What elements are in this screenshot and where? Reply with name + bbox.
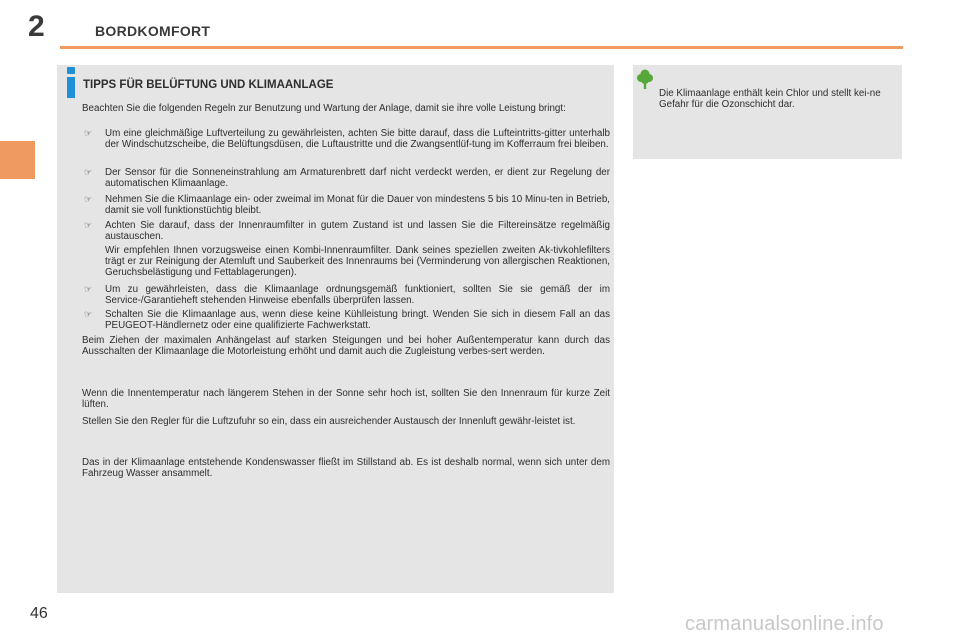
- filter-recommendation: Wir empfehlen Ihnen vorzugsweise einen Kombi-Innenraumfilter. Dank seines speziellen zweiten Ak-tivkohlefilters trägt er zur Reinigung der Atemluft und Sauberkeit des Innenraums bei (Verminderung von allergischen Reaktionen, Geruchsbelästigung und Fettablagerungen).: [105, 245, 610, 278]
- info-icon: [66, 67, 76, 98]
- eco-panel: [633, 65, 902, 159]
- bullet-item: Der Sensor für die Sonneneinstrahlung am Armaturenbrett darf nicht verdeckt werden, er dient zur Regelung der automatischen Klimaanlage.: [105, 167, 610, 189]
- regler-paragraph: Stellen Sie den Regler für die Luftzufuhr so ein, dass ein ausreichender Austausch der Innenluft gewähr-leistet ist.: [82, 416, 576, 427]
- tree-icon: [637, 69, 653, 89]
- intro-paragraph: Beachten Sie die folgenden Regeln zur Benutzung und Wartung der Anlage, damit sie ihre volle Leistung bringt:: [82, 103, 566, 114]
- page-number: 46: [30, 605, 48, 622]
- condensate-paragraph: Das in der Klimaanlage entstehende Kondenswasser fließt im Stillstand ab. Es ist deshalb normal, wenn sich unter dem Fahrzeug Wasser ansammelt.: [82, 457, 610, 479]
- chapter-side-tab: [0, 141, 35, 179]
- hand-pointer-icon: ☞: [84, 309, 93, 319]
- hand-pointer-icon: ☞: [84, 128, 93, 138]
- sun-paragraph: Wenn die Innentemperatur nach längerem Stehen in der Sonne sehr hoch ist, sollten Sie den Innenraum für kurze Zeit lüften.: [82, 388, 610, 410]
- hand-pointer-icon: ☞: [84, 194, 93, 204]
- header-divider: [60, 46, 903, 49]
- bullet-item: Um eine gleichmäßige Luftverteilung zu gewährleisten, achten Sie bitte darauf, dass die Lufteintritts-gitter unterhalb der Windschutzscheibe, die Belüftungsdüsen, die Luftaustritte und die Zwangsentlüf-tung im Kofferraum frei bleiben.: [105, 128, 610, 150]
- hand-pointer-icon: ☞: [84, 167, 93, 177]
- bullet-item: Achten Sie darauf, dass der Innenraumfilter in gutem Zustand ist und lassen Sie die Filtereinsätze regelmäßig austauschen.: [105, 220, 610, 242]
- bullet-item: Um zu gewährleisten, dass die Klimaanlage ordnungsgemäß funktioniert, sollten Sie sie gemäß der im Service-/Garantieheft stehenden Hinweise ebenfalls überprüfen lassen.: [105, 284, 610, 306]
- watermark: carmanualsonline.info: [685, 613, 884, 635]
- bullet-item: Schalten Sie die Klimaanlage aus, wenn diese keine Kühlleistung bringt. Wenden Sie sich in diesem Fall an das PEUGEOT-Händlernetz oder eine qualifizierte Fachwerkstatt.: [105, 309, 610, 331]
- bullet-item: Nehmen Sie die Klimaanlage ein- oder zweimal im Monat für die Dauer von mindestens 5 bis 10 Minu-ten in Betrieb, damit sie voll funktionstüchtig bleibt.: [105, 194, 610, 216]
- trailer-paragraph: Beim Ziehen der maximalen Anhängelast auf starken Steigungen und bei hoher Außentemperatur kann durch das Ausschalten der Klimaanlage die Motorleistung erhöht und damit auch die Zugleistung verbes-sert werden.: [82, 335, 610, 357]
- hand-pointer-icon: ☞: [84, 220, 93, 230]
- hand-pointer-icon: ☞: [84, 284, 93, 294]
- chapter-title: BORDKOMFORT: [95, 23, 211, 39]
- eco-note: Die Klimaanlage enthält kein Chlor und stellt kei-ne Gefahr für die Ozonschicht dar.: [659, 88, 881, 110]
- chapter-number: 2: [28, 10, 45, 43]
- section-title: TIPPS FÜR BELÜFTUNG UND KLIMAANLAGE: [83, 79, 334, 91]
